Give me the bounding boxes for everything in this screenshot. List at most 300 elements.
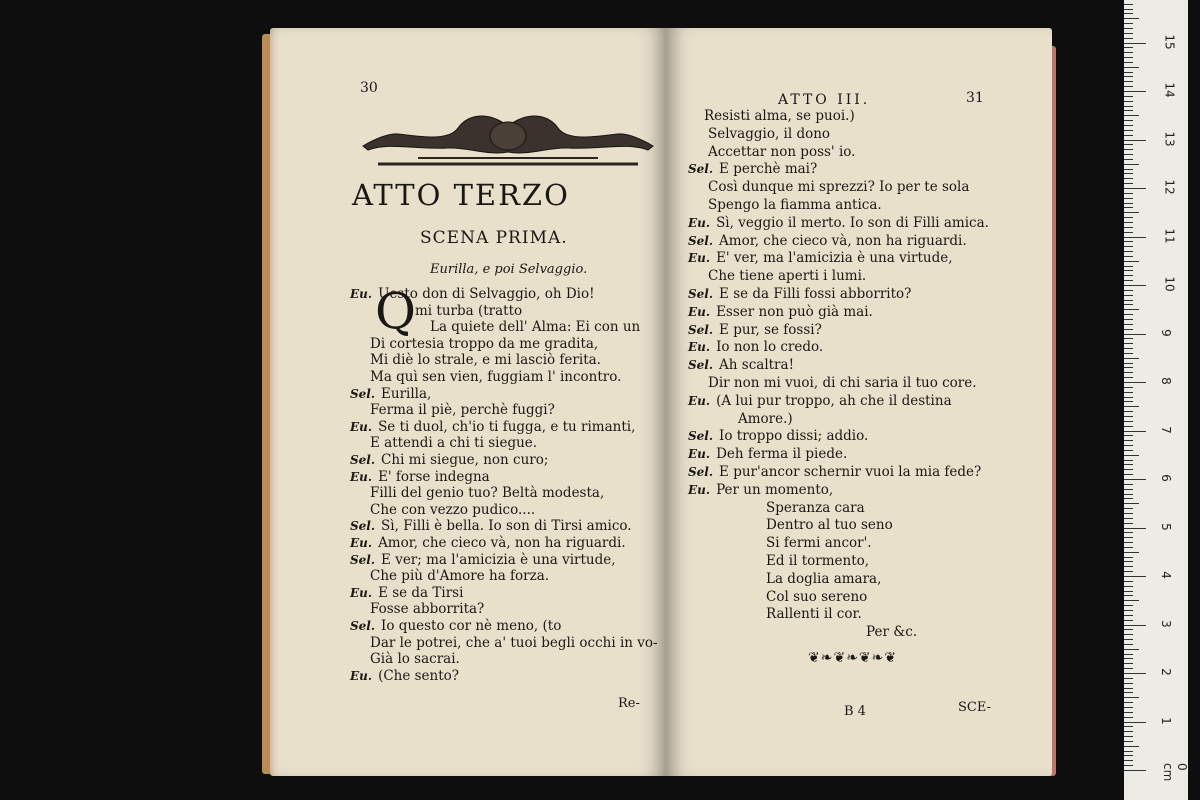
ruler-tick: [1124, 300, 1133, 301]
ruler-tick: [1124, 222, 1133, 223]
text-line: [370, 651, 460, 668]
right-page: [666, 28, 1052, 776]
line-text: Ma quì sen vien, fuggiam l' incontro.: [370, 369, 622, 385]
ruler-tick: [1124, 358, 1139, 359]
speaker-label: Sel.: [350, 386, 376, 401]
ruler-tick: [1124, 319, 1133, 320]
ruler-tick: [1124, 634, 1133, 635]
line-text: Fosse abborrita?: [370, 601, 485, 618]
ruler-tick: [1124, 241, 1133, 242]
left-page: [270, 28, 666, 776]
line-text: Sì, Filli è bella. Io son di Tirsi amico.: [381, 518, 632, 535]
ruler-tick: [1124, 173, 1133, 174]
scene-heading: SCENA PRIMA.: [420, 228, 568, 248]
ruler-tick: [1124, 397, 1133, 398]
ruler-tick: [1124, 43, 1146, 44]
line-text: Resisti alma, se puoi.): [704, 108, 855, 124]
ruler-tick: [1124, 489, 1133, 490]
ruler-tick: [1124, 4, 1133, 5]
ruler-tick: [1124, 770, 1146, 771]
line-text: Io non lo credo.: [716, 339, 824, 356]
ruler-tick: [1124, 523, 1133, 524]
woodcut-ornament: [358, 106, 658, 170]
ruler-tick: [1124, 722, 1146, 723]
ruler-tick: [1124, 629, 1133, 630]
text-line: [704, 108, 855, 125]
speaker-label: Sel.: [350, 552, 376, 567]
text-line: [688, 464, 981, 481]
ruler-tick: [1124, 348, 1133, 349]
speaker-label: Eu.: [688, 393, 711, 408]
ruler-tick: [1124, 251, 1133, 252]
text-line: [350, 585, 463, 602]
line-text: Speranza cara: [766, 499, 865, 516]
text-line: [688, 215, 989, 232]
ruler-tick: [1124, 484, 1133, 485]
speaker-label: Sel.: [350, 619, 376, 633]
line-text: E perchè mai?: [719, 161, 818, 178]
line-text: Che con vezzo pudico....: [370, 501, 536, 518]
ruler-tick: [1124, 576, 1146, 577]
ruler-tick: [1124, 110, 1133, 111]
ruler-label: 2: [1158, 668, 1173, 676]
ruler-tick: [1124, 96, 1133, 97]
ruler-tick: [1124, 736, 1133, 737]
line-text: Ah scaltra!: [719, 357, 794, 374]
speaker-label: Sel.: [688, 233, 714, 248]
line-text: Così dunque mi sprezzi? Io per te sola: [708, 179, 970, 196]
ruler-tick: [1124, 314, 1133, 315]
ruler-tick: [1124, 154, 1133, 155]
ruler-tick: [1124, 256, 1133, 257]
speaker-label: Eu.: [688, 340, 711, 355]
ruler-tick: [1124, 435, 1133, 436]
text-line: [688, 322, 822, 339]
ruler-tick: [1124, 76, 1133, 77]
text-line: [370, 369, 621, 386]
ruler-tick: [1124, 164, 1139, 165]
ruler-tick: [1124, 760, 1133, 761]
line-text: mi turba (tratto: [415, 302, 523, 319]
catchword-right: SCE-: [958, 700, 991, 715]
ruler-tick: [1124, 518, 1133, 519]
ruler-tick: [1124, 615, 1133, 616]
text-line: [350, 469, 490, 486]
text-line: [370, 435, 537, 452]
ruler-tick: [1124, 275, 1133, 276]
speaker-label: Sel.: [688, 358, 714, 373]
text-line: [708, 179, 969, 196]
text-line: [688, 286, 911, 303]
drop-cap: Q: [375, 282, 416, 340]
text-line: [688, 304, 873, 321]
ruler-label: 8: [1158, 377, 1173, 385]
ruler-tick: [1124, 460, 1133, 461]
ruler-label: 7: [1158, 425, 1173, 434]
text-line: [688, 482, 833, 499]
ruler-tick: [1124, 28, 1133, 29]
speaker-label: Sel.: [688, 465, 714, 479]
ruler-tick: [1124, 532, 1133, 533]
line-text: Per &c.: [866, 624, 918, 641]
ruler-tick: [1124, 498, 1133, 499]
text-line: [866, 624, 917, 641]
text-line: [708, 197, 882, 214]
ruler-tick: [1124, 455, 1139, 456]
ruler-tick: [1124, 644, 1133, 645]
text-line: [688, 339, 823, 356]
ruler-tick: [1124, 658, 1133, 659]
ruler-tick: [1124, 115, 1139, 116]
text-line: [370, 601, 484, 618]
ruler-tick: [1124, 193, 1133, 194]
line-text: E se da Filli fossi abborrito?: [719, 286, 912, 302]
text-line: [688, 233, 967, 250]
text-line: [370, 402, 555, 419]
line-text: Rallenti il cor.: [766, 606, 862, 623]
ruler-tick: [1124, 547, 1133, 548]
text-line: [708, 268, 866, 285]
ruler-tick: [1124, 295, 1133, 296]
line-text: E se da Tirsi: [378, 584, 464, 601]
text-line: [766, 517, 893, 534]
line-text: Per un momento,: [716, 481, 834, 498]
ruler-tick: [1124, 595, 1133, 596]
measurement-ruler: [1124, 0, 1188, 800]
act-title: ATTO TERZO: [352, 178, 570, 212]
speaker-label: Eu.: [350, 287, 373, 301]
ruler-label: 13: [1162, 130, 1177, 147]
text-line: [370, 568, 549, 585]
speaker-label: Eu.: [350, 419, 373, 434]
text-line: [430, 319, 640, 336]
text-line: [708, 375, 977, 392]
ruler-tick: [1124, 688, 1133, 689]
ruler-tick: [1124, 309, 1139, 310]
ruler-tick: [1124, 372, 1133, 373]
ruler-tick: [1124, 106, 1133, 107]
line-text: E' ver, ma l'amicizia è una virtude,: [716, 250, 953, 267]
catchword-left: Re-: [618, 696, 640, 711]
text-line: [708, 144, 855, 161]
line-text: La quiete dell' Alma: Ei con un: [430, 319, 641, 336]
text-line: [688, 428, 868, 445]
line-text: E pur, se fossi?: [719, 321, 822, 338]
ruler-tick: [1124, 537, 1133, 538]
ruler-tick: [1124, 401, 1133, 402]
ruler-label: 15: [1162, 33, 1177, 50]
ruler-tick: [1124, 382, 1146, 383]
ruler-tick: [1124, 712, 1133, 713]
line-text: Io questo cor nè meno, (to: [381, 618, 562, 634]
ruler-tick: [1124, 586, 1133, 587]
ruler-tick: [1124, 120, 1133, 121]
ruler-tick: [1124, 169, 1133, 170]
ruler-tick: [1124, 387, 1133, 388]
ruler-tick: [1124, 557, 1133, 558]
ruler-tick: [1124, 237, 1146, 238]
text-line: [688, 446, 847, 463]
ruler-tick: [1124, 542, 1133, 543]
ruler-tick: [1124, 654, 1133, 655]
ruler-label: 0 cm: [1161, 763, 1189, 782]
ruler-tick: [1124, 18, 1139, 19]
ruler-tick: [1124, 469, 1133, 470]
ruler-tick: [1124, 566, 1133, 567]
ruler-tick: [1124, 91, 1146, 92]
line-text: Ed il tormento,: [766, 553, 870, 569]
line-text: Amor, che cieco và, non ha riguardi.: [378, 535, 626, 551]
ruler-tick: [1124, 62, 1133, 63]
text-line: [415, 303, 522, 320]
line-text: Che più d'Amore ha forza.: [370, 568, 550, 585]
ruler-tick: [1124, 707, 1133, 708]
ruler-tick: [1124, 266, 1133, 267]
text-line: [350, 386, 431, 403]
ruler-tick: [1124, 406, 1139, 407]
ruler-tick: [1124, 280, 1133, 281]
ruler-tick: [1124, 33, 1133, 34]
ruler-tick: [1124, 52, 1133, 53]
text-line: [766, 535, 872, 552]
ruler-label: 12: [1162, 179, 1177, 195]
ruler-tick: [1124, 353, 1133, 354]
ruler-tick: [1124, 86, 1133, 87]
ruler-tick: [1124, 692, 1133, 693]
ruler-tick: [1124, 217, 1133, 218]
ruler-tick: [1124, 290, 1133, 291]
speaker-label: Eu.: [688, 215, 711, 230]
ruler-tick: [1124, 101, 1133, 102]
ruler-tick: [1124, 363, 1133, 364]
line-text: (Che sento?: [378, 667, 460, 684]
ruler-tick: [1124, 285, 1146, 286]
line-text: Io troppo dissi; addio.: [719, 428, 869, 445]
ruler-tick: [1124, 23, 1133, 24]
ruler-tick: [1124, 246, 1133, 247]
ruler-tick: [1124, 212, 1139, 213]
ruler-tick: [1124, 610, 1133, 611]
ruler-label: 9: [1158, 328, 1173, 337]
ruler-label: 3: [1158, 619, 1173, 628]
speaker-label: Eu.: [350, 668, 373, 683]
ruler-tick: [1124, 605, 1133, 606]
ruler-tick: [1124, 261, 1139, 262]
line-text: Se ti duol, ch'io ti fugga, e tu rimanti,: [378, 418, 636, 435]
ruler-tick: [1124, 663, 1133, 664]
text-line: [688, 250, 953, 267]
ruler-tick: [1124, 479, 1146, 480]
text-line: [370, 336, 598, 353]
ruler-tick: [1124, 188, 1146, 189]
ruler-tick: [1124, 625, 1146, 626]
ruler-tick: [1124, 513, 1133, 514]
line-text: Dar le potrei, che a' tuoi begli occhi in vo-: [370, 634, 658, 651]
ruler-tick: [1124, 203, 1133, 204]
character-list: Eurilla, e poi Selvaggio.: [430, 262, 588, 277]
ruler-tick: [1124, 717, 1133, 718]
speaker-label: Eu.: [350, 585, 373, 600]
ruler-tick: [1124, 232, 1133, 233]
text-line: [766, 553, 869, 570]
line-text: E attendi a chi ti siegue.: [370, 435, 538, 452]
ruler-tick: [1124, 47, 1133, 48]
line-text: Di cortesia troppo da me gradita,: [370, 335, 599, 352]
ruler-tick: [1124, 149, 1133, 150]
speaker-label: Sel.: [688, 429, 714, 444]
text-line: [766, 606, 862, 623]
speaker-label: Eu.: [688, 482, 711, 497]
speaker-label: Eu.: [350, 536, 373, 550]
text-line: [688, 357, 794, 374]
ruler-tick: [1124, 678, 1133, 679]
line-text: Accettar non poss' io.: [708, 143, 856, 160]
text-line: [688, 161, 817, 178]
text-line: [370, 485, 604, 502]
ruler-tick: [1124, 751, 1133, 752]
ruler-tick: [1124, 528, 1146, 529]
ruler-tick: [1124, 571, 1133, 572]
ruler-tick: [1124, 474, 1133, 475]
ruler-tick: [1124, 207, 1133, 208]
ruler-tick: [1124, 494, 1133, 495]
ruler-tick: [1124, 741, 1133, 742]
ruler-tick: [1124, 343, 1133, 344]
ruler-tick: [1124, 765, 1133, 766]
line-text: La doglia amara,: [766, 570, 882, 587]
speaker-label: Eu.: [688, 447, 711, 462]
ruler-tick: [1124, 440, 1133, 441]
ruler-tick: [1124, 508, 1133, 509]
ruler-tick: [1124, 125, 1133, 126]
ruler-tick: [1124, 178, 1133, 179]
ruler-tick: [1124, 130, 1133, 131]
line-text: Dir non mi vuoi, di chi saria il tuo core.: [708, 375, 977, 391]
text-line: [766, 500, 865, 517]
text-line: [688, 393, 952, 410]
ruler-tick: [1124, 334, 1146, 335]
ruler-tick: [1124, 377, 1133, 378]
ruler-tick: [1124, 140, 1146, 141]
speaker-label: Sel.: [350, 519, 376, 534]
ruler-tick: [1124, 227, 1133, 228]
speaker-label: Sel.: [350, 453, 376, 467]
text-line: [766, 589, 867, 606]
ruler-tick: [1124, 581, 1133, 582]
ruler-tick: [1124, 135, 1133, 136]
ruler-tick: [1124, 726, 1133, 727]
text-line: [350, 452, 548, 469]
speaker-label: Sel.: [688, 162, 714, 177]
ruler-tick: [1124, 431, 1146, 432]
ruler-tick: [1124, 304, 1133, 305]
line-text: Ferma il piè, perchè fuggi?: [370, 402, 555, 419]
ruler-tick: [1124, 324, 1133, 325]
line-text: Già lo sacrai.: [370, 651, 460, 668]
ruler-tick: [1124, 649, 1139, 650]
ruler-label: 10: [1162, 276, 1177, 292]
ruler-label: 6: [1158, 474, 1173, 482]
ruler-tick: [1124, 702, 1133, 703]
ruler-tick: [1124, 159, 1133, 160]
line-text: Amor, che cieco và, non ha riguardi.: [719, 232, 967, 249]
ruler-tick: [1124, 144, 1133, 145]
ruler-tick: [1124, 81, 1133, 82]
ruler-tick: [1124, 673, 1146, 674]
ruler-tick: [1124, 72, 1133, 73]
line-text: Che tiene aperti i lumi.: [708, 268, 867, 285]
ruler-tick: [1124, 746, 1139, 747]
open-book: [262, 28, 1062, 780]
line-text: Eurilla,: [381, 385, 432, 402]
ruler-tick: [1124, 600, 1139, 601]
line-text: Filli del genio tuo? Beltà modesta,: [370, 485, 605, 502]
ruler-tick: [1124, 421, 1133, 422]
ruler-label: 4: [1158, 571, 1173, 579]
speaker-label: Eu.: [688, 304, 711, 319]
line-text: (A lui pur troppo, ah che il destina: [716, 392, 952, 409]
ruler-tick: [1124, 57, 1133, 58]
line-text: Amore.): [738, 410, 793, 427]
text-line: [370, 502, 535, 519]
speaker-label: Sel.: [688, 287, 714, 301]
line-text: E pur'ancor schernir vuoi la mia fede?: [719, 464, 982, 480]
text-line: [738, 411, 793, 428]
page-number-right: 31: [966, 90, 984, 106]
ruler-tick: [1124, 591, 1133, 592]
ruler-tick: [1124, 367, 1133, 368]
ruler-label: 14: [1162, 82, 1177, 98]
text-line: [370, 635, 658, 652]
line-text: Esser non può già mai.: [716, 303, 873, 320]
line-text: E ver; ma l'amicizia è una virtude,: [381, 551, 616, 568]
running-head: ATTO III.: [778, 92, 871, 108]
ruler-tick: [1124, 697, 1139, 698]
ruler-tick: [1124, 683, 1133, 684]
ruler-tick: [1124, 392, 1133, 393]
ruler-label: 5: [1158, 522, 1173, 531]
text-line: [350, 535, 626, 552]
ruler-tick: [1124, 731, 1133, 732]
line-text: Chi mi siegue, non curo;: [381, 452, 549, 468]
text-line: [350, 518, 632, 535]
line-text: Uesto don di Selvaggio, oh Dio!: [378, 286, 595, 302]
ruler-tick: [1124, 13, 1133, 14]
ruler-tick: [1124, 329, 1133, 330]
ruler-tick: [1124, 503, 1139, 504]
speaker-label: Sel.: [688, 322, 714, 337]
line-text: Si fermi ancor'.: [766, 535, 872, 552]
line-text: Spengo la fiamma antica.: [708, 197, 882, 213]
ruler-tick: [1124, 620, 1133, 621]
page-number-left: 30: [360, 80, 378, 96]
ruler-tick: [1124, 561, 1133, 562]
ruler-tick: [1124, 552, 1139, 553]
ruler-tick: [1124, 67, 1139, 68]
ruler-tick: [1124, 38, 1133, 39]
signature-mark: B 4: [844, 704, 866, 719]
ruler-tick: [1124, 464, 1133, 465]
ruler-tick: [1124, 183, 1133, 184]
ruler-tick: [1124, 639, 1133, 640]
ruler-tick: [1124, 411, 1133, 412]
text-line: [708, 126, 830, 143]
text-line: [350, 618, 561, 635]
ruler-tick: [1124, 426, 1133, 427]
ruler-tick: [1124, 450, 1133, 451]
text-line: [766, 571, 881, 588]
text-line: [370, 352, 601, 369]
